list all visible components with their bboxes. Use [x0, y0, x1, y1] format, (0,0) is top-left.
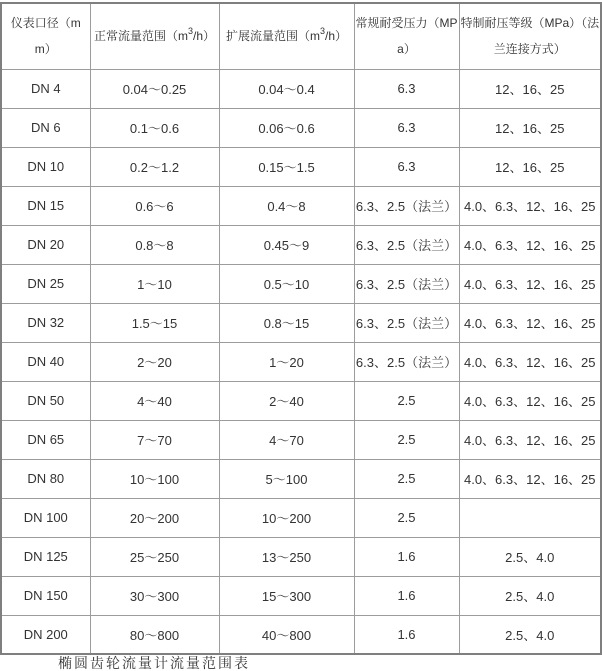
- cell-normal-flow: 7～70: [90, 420, 219, 459]
- cell-extended-flow: 0.04～0.4: [219, 69, 354, 108]
- table-row: [1, 615, 601, 654]
- cell-normal-flow: 0.04～0.25: [90, 69, 219, 108]
- cell-extended-flow: 40～800: [219, 615, 354, 654]
- cell-diameter: DN 25: [1, 264, 90, 303]
- table-row: [1, 342, 601, 381]
- cell-standard-pressure: 6.3、2.5（法兰）: [354, 303, 459, 342]
- table-body: [1, 69, 601, 654]
- cell-diameter: DN 10: [1, 147, 90, 186]
- header-text: 扩展流量范围（m: [225, 29, 320, 44]
- header-line: 特制耐压等级（MPa）（法: [460, 16, 600, 31]
- header-line: a）: [397, 42, 416, 57]
- cell-diameter: DN 50: [1, 381, 90, 420]
- table-row: [1, 576, 601, 615]
- cell-special-pressure: 12、16、25: [459, 69, 601, 108]
- cell-special-pressure: 4.0、6.3、12、16、25: [459, 303, 601, 342]
- column-header-normal-flow-range: [90, 3, 219, 69]
- cell-normal-flow: 0.8～8: [90, 225, 219, 264]
- cell-normal-flow: 1.5～15: [90, 303, 219, 342]
- cell-special-pressure: 4.0、6.3、12、16、25: [459, 225, 601, 264]
- cell-diameter: DN 6: [1, 108, 90, 147]
- cell-special-pressure: 4.0、6.3、12、16、25: [459, 381, 601, 420]
- table-row: [1, 459, 601, 498]
- cell-normal-flow: 25～250: [90, 537, 219, 576]
- cell-extended-flow: 4～70: [219, 420, 354, 459]
- header-text: /h）: [193, 29, 216, 44]
- cell-special-pressure: 2.5、4.0: [459, 537, 601, 576]
- cell-normal-flow: 0.2～1.2: [90, 147, 219, 186]
- cubic-meter-superscript: 3: [319, 26, 325, 37]
- cell-standard-pressure: 6.3: [354, 69, 459, 108]
- column-header-special-pressure-rating: [459, 3, 601, 69]
- cell-standard-pressure: 2.5: [354, 381, 459, 420]
- cell-special-pressure: 4.0、6.3、12、16、25: [459, 420, 601, 459]
- cell-special-pressure: 4.0、6.3、12、16、25: [459, 342, 601, 381]
- cell-standard-pressure: 6.3: [354, 147, 459, 186]
- cell-special-pressure: 4.0、6.3、12、16、25: [459, 264, 601, 303]
- cell-special-pressure: 4.0、6.3、12、16、25: [459, 459, 601, 498]
- cell-normal-flow: 10～100: [90, 459, 219, 498]
- cell-extended-flow: 0.15～1.5: [219, 147, 354, 186]
- cell-normal-flow: 0.1～0.6: [90, 108, 219, 147]
- cell-standard-pressure: 2.5: [354, 420, 459, 459]
- table-row: [1, 498, 601, 537]
- column-header-extended-flow-range: [219, 3, 354, 69]
- cell-extended-flow: 0.45～9: [219, 225, 354, 264]
- table-header: [1, 3, 601, 69]
- table-row: [1, 264, 601, 303]
- cell-normal-flow: 2～20: [90, 342, 219, 381]
- flowmeter-spec-table: [0, 2, 602, 655]
- cell-standard-pressure: 1.6: [354, 615, 459, 654]
- cell-extended-flow: 2～40: [219, 381, 354, 420]
- cell-normal-flow: 80～800: [90, 615, 219, 654]
- cell-standard-pressure: 6.3、2.5（法兰）: [354, 186, 459, 225]
- table-row: [1, 225, 601, 264]
- cell-standard-pressure: 6.3、2.5（法兰）: [354, 225, 459, 264]
- cell-diameter: DN 15: [1, 186, 90, 225]
- cell-standard-pressure: 6.3: [354, 108, 459, 147]
- header-text: /h）: [325, 29, 348, 44]
- cell-extended-flow: 0.8～15: [219, 303, 354, 342]
- cell-normal-flow: 4～40: [90, 381, 219, 420]
- cell-diameter: DN 65: [1, 420, 90, 459]
- cell-standard-pressure: 2.5: [354, 459, 459, 498]
- table-row: [1, 147, 601, 186]
- cell-normal-flow: 1～10: [90, 264, 219, 303]
- table-row: [1, 186, 601, 225]
- header-line: 常规耐受压力（MP: [355, 16, 458, 31]
- cell-special-pressure: 2.5、4.0: [459, 576, 601, 615]
- column-header-standard-pressure: [354, 3, 459, 69]
- cell-standard-pressure: 1.6: [354, 576, 459, 615]
- cell-extended-flow: 15～300: [219, 576, 354, 615]
- cell-extended-flow: 5～100: [219, 459, 354, 498]
- cell-standard-pressure: 6.3、2.5（法兰）: [354, 342, 459, 381]
- cell-special-pressure: 12、16、25: [459, 147, 601, 186]
- cell-normal-flow: 20～200: [90, 498, 219, 537]
- cell-special-pressure: 4.0、6.3、12、16、25: [459, 186, 601, 225]
- cell-diameter: DN 32: [1, 303, 90, 342]
- cell-extended-flow: 0.06～0.6: [219, 108, 354, 147]
- column-header-diameter: [1, 3, 90, 69]
- header-line: 兰连接方式）: [493, 42, 566, 57]
- table-row: [1, 381, 601, 420]
- cell-extended-flow: 0.5～10: [219, 264, 354, 303]
- flowmeter-spec-page: [0, 2, 600, 671]
- table-row: [1, 303, 601, 342]
- cell-extended-flow: 10～200: [219, 498, 354, 537]
- header-line: m）: [34, 42, 57, 57]
- cell-special-pressure: 12、16、25: [459, 108, 601, 147]
- cell-diameter: DN 40: [1, 342, 90, 381]
- cell-diameter: DN 4: [1, 69, 90, 108]
- table-row: [1, 537, 601, 576]
- header-line: 仪表口径（m: [10, 16, 81, 31]
- header-row: [1, 3, 601, 69]
- cell-standard-pressure: 1.6: [354, 537, 459, 576]
- cell-special-pressure: 2.5、4.0: [459, 615, 601, 654]
- cell-extended-flow: 13～250: [219, 537, 354, 576]
- header-text: 正常流量范围（m: [93, 29, 188, 44]
- cubic-meter-superscript: 3: [187, 26, 193, 37]
- table-row: [1, 108, 601, 147]
- clipped-caption-text: 椭圆齿轮流量计流量范围表: [58, 655, 250, 671]
- cell-extended-flow: 0.4～8: [219, 186, 354, 225]
- cell-diameter: DN 125: [1, 537, 90, 576]
- cell-extended-flow: 1～20: [219, 342, 354, 381]
- cell-diameter: DN 200: [1, 615, 90, 654]
- cell-diameter: DN 20: [1, 225, 90, 264]
- cell-diameter: DN 150: [1, 576, 90, 615]
- cell-normal-flow: 0.6～6: [90, 186, 219, 225]
- table-row: [1, 420, 601, 459]
- cell-normal-flow: 30～300: [90, 576, 219, 615]
- cell-standard-pressure: 2.5: [354, 498, 459, 537]
- cell-standard-pressure: 6.3、2.5（法兰）: [354, 264, 459, 303]
- cell-special-pressure: [459, 498, 601, 537]
- cell-diameter: DN 80: [1, 459, 90, 498]
- cell-diameter: DN 100: [1, 498, 90, 537]
- table-row: [1, 69, 601, 108]
